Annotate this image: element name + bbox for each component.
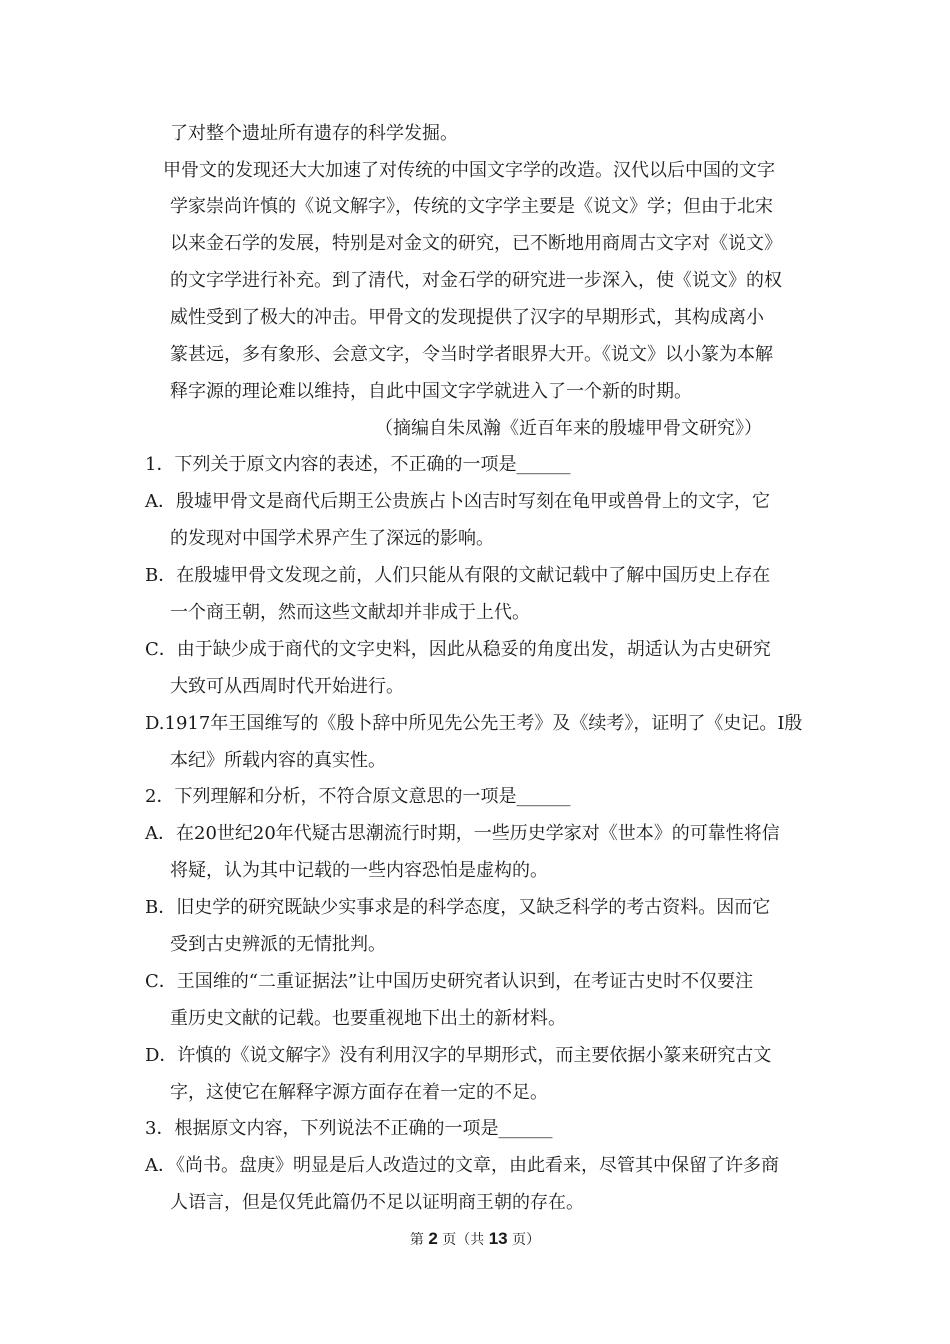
q2-option-c-cont: 重历史文献的记载。也要重视地下出土的新材料。 — [170, 1008, 566, 1029]
q1-option-c-cont: 大致可从西周时代开始进行。 — [170, 676, 404, 697]
passage-line: 学家崇尚许慎的《说文解字》，传统的文字学主要是《说文》学；但由于北宋 — [170, 196, 773, 217]
q1-option-a: A．殷墟甲骨文是商代后期王公贵族占卜凶吉时写刻在龟甲或兽骨上的文字，它 — [145, 491, 770, 512]
q3-option-a-cont: 人语言，但是仅凭此篇仍不足以证明商王朝的存在。 — [170, 1192, 584, 1213]
passage-line: 篆甚远，多有象形、会意文字，令当时学者眼界大开。《说文》以小篆为本解 — [170, 344, 773, 365]
q2-option-c: C．王国维的“二重证据法”让中国历史研究者认识到，在考证古史时不仅要注 — [145, 971, 754, 992]
q1-option-d: D.1917年王国维写的《殷卜辞中所见先公先王考》及《续考》，证明了《史记。I殷 — [145, 713, 803, 734]
question-2-stem: 2．下列理解和分析，不符合原文意思的一项是______ — [145, 786, 571, 807]
q1-option-b: B．在殷墟甲骨文发现之前，人们只能从有限的文献记载中了解中国历史上存在 — [145, 565, 771, 586]
page-footer — [0, 1229, 950, 1250]
q2-option-a: A．在20世纪20年代疑古思潮流行时期，一些历史学家对《世本》的可靠性将信 — [145, 823, 780, 844]
passage-line: 以来金石学的发展，特别是对金文的研究，已不断地用商周古文字对《说文》 — [170, 233, 782, 254]
q1-option-c: C．由于缺少成于商代的文字史料，因此从稳妥的角度出发，胡适认为古史研究 — [145, 639, 771, 660]
footer-suffix: 页） — [507, 1232, 541, 1248]
current-page-number: 2 — [428, 1229, 438, 1248]
q1-option-b-cont: 一个商王朝，然而这些文献却并非成于上代。 — [170, 602, 530, 623]
passage-line: 释字源的理论难以维持，自此中国文字学就进入了一个新的时期。 — [170, 381, 692, 402]
q2-option-a-cont: 将疑，认为其中记载的一些内容恐怕是虚构的。 — [170, 860, 548, 881]
passage-line: 威性受到了极大的冲击。甲骨文的发现提供了汉字的早期形式，其构成离小 — [170, 307, 764, 328]
passage-line: 的文字学进行补充。到了清代，对金石学的研究进一步深入，使《说文》的权 — [170, 270, 782, 291]
q2-option-b-cont: 受到古史辨派的无情批判。 — [170, 934, 386, 955]
passage-line: 甲骨文的发现还大大加速了对传统的中国文字学的改造。汉代以后中国的文字 — [163, 160, 775, 181]
q2-option-d: D．许慎的《说文解字》没有利用汉字的早期形式，而主要依据小篆来研究古文 — [145, 1045, 772, 1066]
q3-option-a: A．《尚书。盘庚》明显是后人改造过的文章，由此看来，尽管其中保留了许多商 — [145, 1155, 779, 1176]
total-page-number: 13 — [488, 1229, 508, 1248]
question-3-stem: 3．根据原文内容，下列说法不正确的一项是______ — [145, 1118, 553, 1139]
question-1-stem: 1．下列关于原文内容的表述，不正确的一项是______ — [145, 454, 571, 475]
passage-line: 了对整个遗址所有遗存的科学发掘。 — [170, 123, 458, 144]
q2-option-b: B．旧史学的研究既缺少实事求是的科学态度，又缺乏科学的考古资料。因而它 — [145, 897, 771, 918]
q2-option-d-cont: 字，这使它在解释字源方面存在着一定的不足。 — [170, 1082, 548, 1103]
passage-citation: （摘编自朱凤瀚《近百年来的殷墟甲骨文研究》） — [375, 418, 762, 439]
q1-option-d-cont: 本纪》所载内容的真实性。 — [170, 750, 386, 771]
footer-prefix: 第 — [409, 1232, 429, 1248]
q1-option-a-cont: 的发现对中国学术界产生了深远的影响。 — [170, 528, 494, 549]
footer-middle: 页（共 — [437, 1232, 489, 1248]
